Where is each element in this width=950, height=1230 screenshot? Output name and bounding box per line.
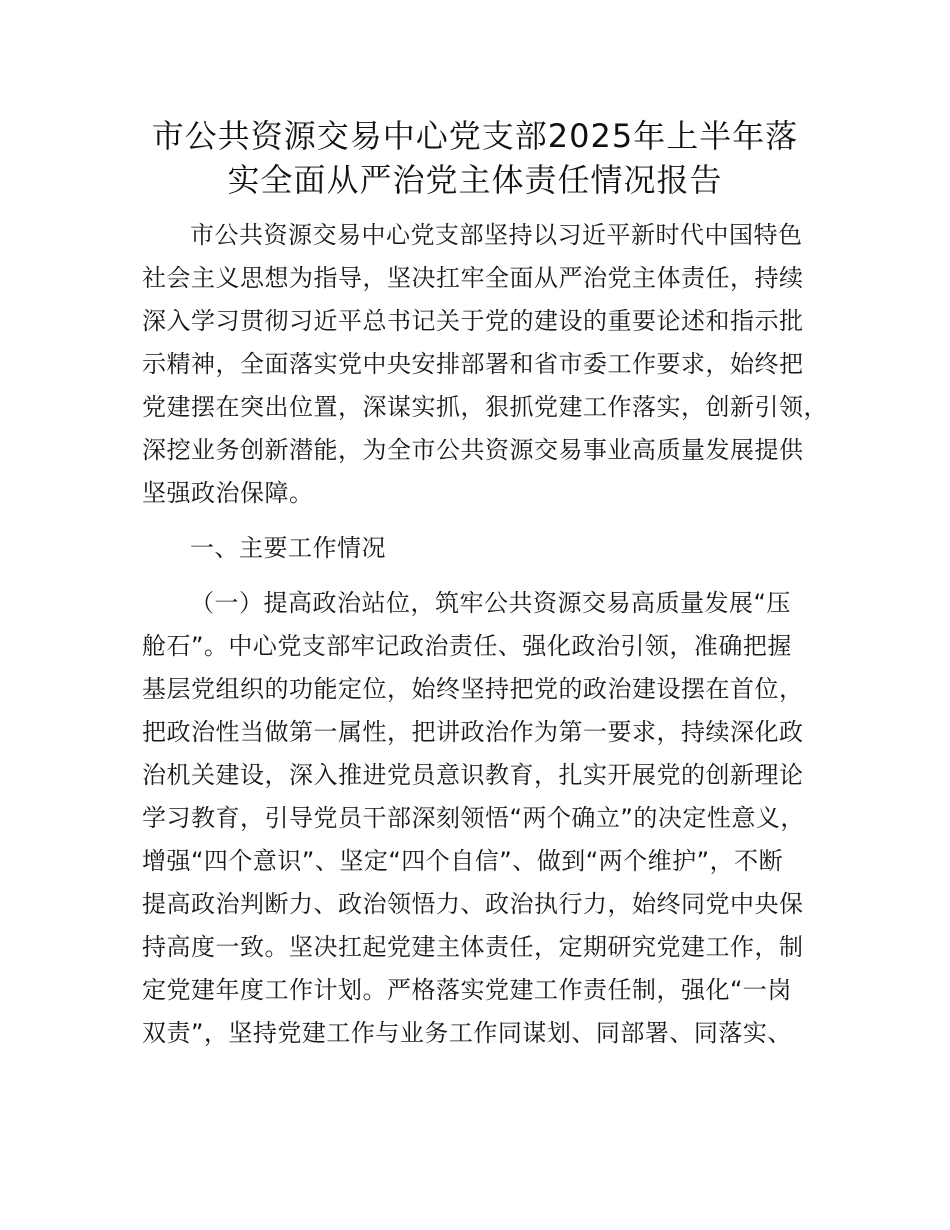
- section-paragraph-line: 增强“四个意识”、坚定“四个自信”、做到“两个维护”，不断: [142, 847, 784, 875]
- intro-paragraph-line: 坚强政治保障。: [142, 479, 314, 507]
- section-paragraph-line: 持高度一致。坚决扛起党建主体责任，定期研究党建工作，制: [142, 933, 804, 961]
- section-paragraph-line: 学习教育，引导党员干部深刻领悟“两个确立”的决定性意义，: [142, 804, 805, 832]
- section-paragraph-line: 把政治性当做第一属性，把讲政治作为第一要求，持续深化政: [142, 718, 804, 746]
- section-paragraph-line: 治机关建设，深入推进党员意识教育，扎实开展党的创新理论: [142, 761, 804, 789]
- document-title-line-2: 实全面从严治党主体责任情况报告: [227, 161, 723, 199]
- section-paragraph-line: 舱石”。中心党支部牢记政治责任、强化政治引领，准确把握: [142, 632, 792, 660]
- intro-paragraph-line: 深挖业务创新潜能，为全市公共资源交易事业高质量发展提供: [142, 436, 804, 464]
- intro-paragraph-line: 市公共资源交易中心党支部坚持以习近平新时代中国特色: [190, 221, 803, 249]
- document-title-line-1: 市公共资源交易中心党支部2025年上半年落: [151, 117, 799, 155]
- intro-paragraph-line: 社会主义思想为指导，坚决扛牢全面从严治党主体责任，持续: [142, 264, 804, 292]
- section-paragraph-line: 基层党组织的功能定位，始终坚持把党的政治建设摆在首位，: [142, 675, 804, 703]
- intro-paragraph-line: 党建摆在突出位置，深谋实抓，狠抓党建工作落实，创新引领，: [142, 393, 828, 421]
- intro-paragraph-line: 示精神，全面落实党中央安排部署和省市委工作要求，始终把: [142, 350, 804, 378]
- section-paragraph-line: 双责”，坚持党建工作与业务工作同谋划、同部署、同落实、: [142, 1019, 792, 1047]
- section-paragraph-line: 定党建年度工作计划。严格落实党建工作责任制，强化“一岗: [142, 976, 792, 1004]
- section-paragraph-line: （一）提高政治站位，筑牢公共资源交易高质量发展“压: [190, 589, 791, 617]
- section-heading: 一、主要工作情况: [190, 534, 386, 562]
- section-paragraph-line: 提高政治判断力、政治领悟力、政治执行力，始终同党中央保: [142, 890, 804, 918]
- intro-paragraph-line: 深入学习贯彻习近平总书记关于党的建设的重要论述和指示批: [142, 307, 804, 335]
